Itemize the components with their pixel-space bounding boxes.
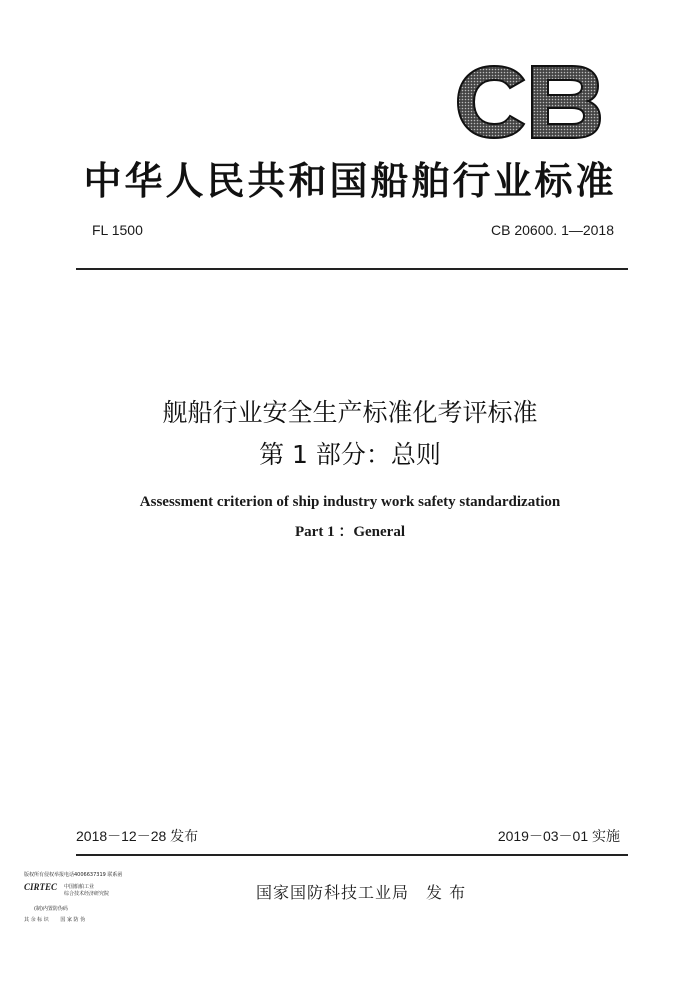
title-cn-line2: 第 1 部分：总则: [259, 440, 441, 469]
cb-logo: [452, 62, 604, 142]
printer-imprint: [24, 872, 134, 942]
title-en-line2: Part 1 ：General: [295, 524, 405, 540]
bottom-divider: [76, 854, 628, 856]
cirtec-logo: CIRTEC: [24, 882, 58, 892]
imprint-line2: 中国船舶工业: [64, 884, 95, 890]
publisher: 国家国防科技工业局 发 布: [256, 883, 467, 902]
imprint-line4: (制)内置防伪码: [34, 906, 68, 912]
implementation-date: 2019－03－01 实施: [497, 828, 620, 844]
imprint-line5: 其 余 标 识 国 家 防 伪: [24, 917, 86, 923]
imprint-line3: 综合技术经济研究院: [64, 891, 110, 897]
classification-code: FL 1500: [92, 222, 143, 238]
title-en-line1: Assessment criterion of ship industry work safety standardization: [139, 494, 561, 510]
imprint-line1: 版权所有侵权举报电话4006637319 联系函: [24, 872, 123, 878]
issue-date: 2018－12－28 发布: [76, 828, 199, 844]
title-cn-line1: 舰船行业安全生产标准化考评标准: [162, 398, 538, 427]
standard-number: CB 20600. 1—2018: [491, 222, 614, 238]
org-title: 中华人民共和国船舶行业标准: [83, 159, 617, 203]
top-divider: [76, 268, 628, 270]
